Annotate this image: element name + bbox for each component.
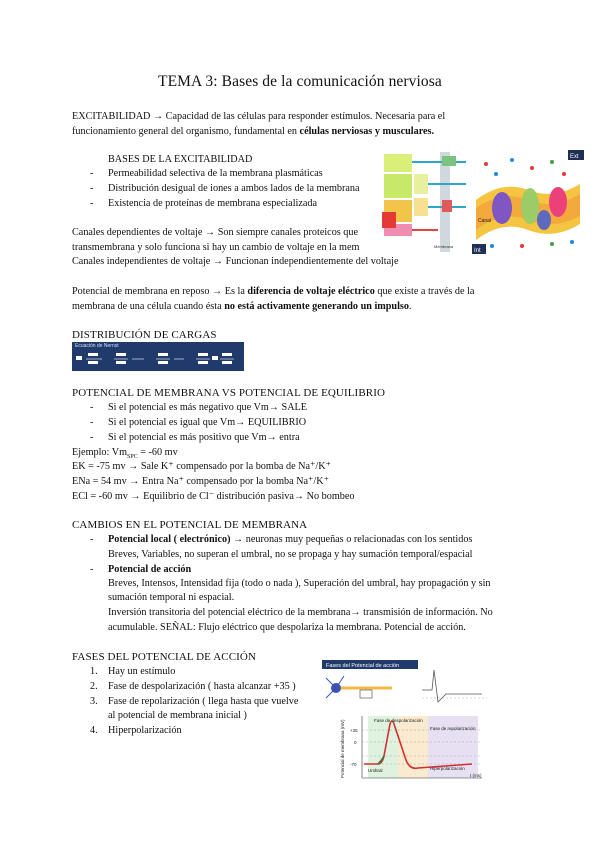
membrane-diagram bbox=[472, 150, 584, 254]
canales-line-2: transmembrana y solo funciona si hay un cambio de voltaje en la mem bbox=[72, 242, 360, 253]
figure-title: Fases del Potencial de acción bbox=[326, 663, 400, 669]
page-title: TEMA 3: Bases de la comunicación nerviosa bbox=[158, 73, 442, 90]
plus-label: +35 bbox=[350, 728, 358, 733]
ecl-line: ECl = -60 mv → Equilibrio de Cl⁻ distribución pasiva→ No bombeo bbox=[72, 491, 355, 502]
minus-label: -70 bbox=[350, 762, 357, 767]
fases-item: 2. Fase de despolarización ( hasta alcanzar +35 ) bbox=[90, 681, 296, 692]
action-potential-diagram bbox=[322, 660, 492, 780]
cambios-accion-line-4: acumulable. SEÑAL: Flujo eléctrico que despolariza la membrana. Potencial de acción. bbox=[108, 622, 466, 633]
bases-item: - Distribución desigual de iones a ambos lados de la membrana bbox=[90, 183, 360, 194]
potencial-item: - Si el potencial es igual que Vm→ EQUILIBRIO bbox=[90, 417, 307, 428]
xlabel: t (ms) bbox=[470, 773, 482, 778]
cambios-accion: - Potencial de acción bbox=[90, 564, 192, 575]
potencial-heading: POTENCIAL DE MEMBRANA VS POTENCIAL DE EQUILIBRIO bbox=[72, 387, 385, 399]
bases-heading: BASES DE LA EXCITABILIDAD bbox=[108, 154, 253, 165]
ext-label: Ext bbox=[570, 154, 579, 160]
excitabilidad-line-1: EXCITABILIDAD → Capacidad de las células para responder estímulos. Necesaria para el bbox=[72, 111, 446, 122]
membrane-figure bbox=[472, 150, 584, 254]
bases-item: - Existencia de proteínas de membrana especializada bbox=[90, 198, 318, 209]
reposo-line-1: Potencial de membrana en reposo → Es la diferencia de voltaje eléctrico que existe a través de la bbox=[72, 286, 475, 297]
membrane-label: Membrana bbox=[434, 244, 454, 249]
potencial-item: - Si el potencial es más negativo que Vm→ SALE bbox=[90, 402, 307, 413]
repol-label: Fase de repolarización bbox=[430, 726, 476, 731]
canales-line-1: Canales dependientes de voltaje → Son siempre canales proteicos que bbox=[72, 227, 359, 238]
desp-label: Fase de despolarización bbox=[374, 718, 423, 723]
nernst-equation bbox=[72, 342, 244, 371]
nernst-label: Ecuación de Nernst bbox=[75, 343, 119, 349]
cambios-accion-line-2: sumación temporal ni espacial. bbox=[108, 592, 235, 603]
cambios-accion-line-1: Breves, Intensos, Intensidad fija (todo o nada ), Superación del umbral, hay propagación y sin bbox=[108, 578, 491, 589]
int-label: Int bbox=[474, 248, 481, 254]
fases-item: 1. Hay un estímulo bbox=[90, 666, 176, 677]
excitabilidad-line-2: funcionamiento general del organismo, fundamental en células nerviosas y musculares. bbox=[72, 126, 435, 137]
bases-item: - Permeabilidad selectiva de la membrana plasmáticas bbox=[90, 168, 323, 179]
umbral-label: Umbral bbox=[368, 768, 383, 773]
cambios-local-line-2: Breves, Variables, no superan el umbral, no se propaga y hay sumación temporal/espacial bbox=[108, 549, 473, 560]
ek-line: EK = -75 mv → Sale K⁺ compensado por la bomba de Na⁺/K⁺ bbox=[72, 461, 331, 472]
cambios-accion-line-3: Inversión transitoria del potencial eléctrico de la membrana→ transmisión de información. No bbox=[108, 607, 493, 618]
potencial-item: - Si el potencial es más positivo que Vm→ entra bbox=[90, 432, 300, 443]
canal-label: Canal bbox=[478, 218, 492, 224]
fases-item: 3. Fase de repolarización ( llega hasta que vuelve bbox=[90, 696, 299, 707]
fases-heading: FASES DEL POTENCIAL DE ACCIÓN bbox=[72, 651, 256, 663]
ylabel: Potencial de membrana (mV) bbox=[340, 719, 345, 778]
fases-item: al potencial de membrana inicial ) bbox=[108, 710, 247, 721]
hiper-label: Hiperpolarización bbox=[430, 766, 465, 771]
distribucion-heading: DISTRIBUCIÓN DE CARGAS bbox=[72, 329, 217, 341]
cambios-local: - Potencial local ( electrónico) → neuronas muy pequeñas o relacionadas con los sentidos bbox=[90, 534, 473, 545]
action-potential-figure bbox=[322, 660, 492, 780]
cambios-heading: CAMBIOS EN EL POTENCIAL DE MEMBRANA bbox=[72, 519, 308, 531]
ena-line: ENa = 54 mv → Entra Na⁺ compensado por la bomba Na⁺/K⁺ bbox=[72, 476, 329, 487]
ion-channel-figure bbox=[382, 152, 468, 252]
ejemplo-line: Ejemplo: $Vm_{SPC} = -60$ mv bbox=[72, 447, 178, 461]
fases-item: 4. Hiperpolarización bbox=[90, 725, 182, 736]
ion-channel-diagram bbox=[382, 152, 468, 252]
zero-label: 0 bbox=[354, 740, 357, 745]
canales-line-3: Canales independientes de voltaje → Funcionan independientemente del voltaje bbox=[72, 256, 399, 267]
nernst-equation-figure bbox=[72, 342, 244, 371]
reposo-line-2: membrana de una célula cuando ésta no está activamente generando un impulso. bbox=[72, 301, 412, 312]
